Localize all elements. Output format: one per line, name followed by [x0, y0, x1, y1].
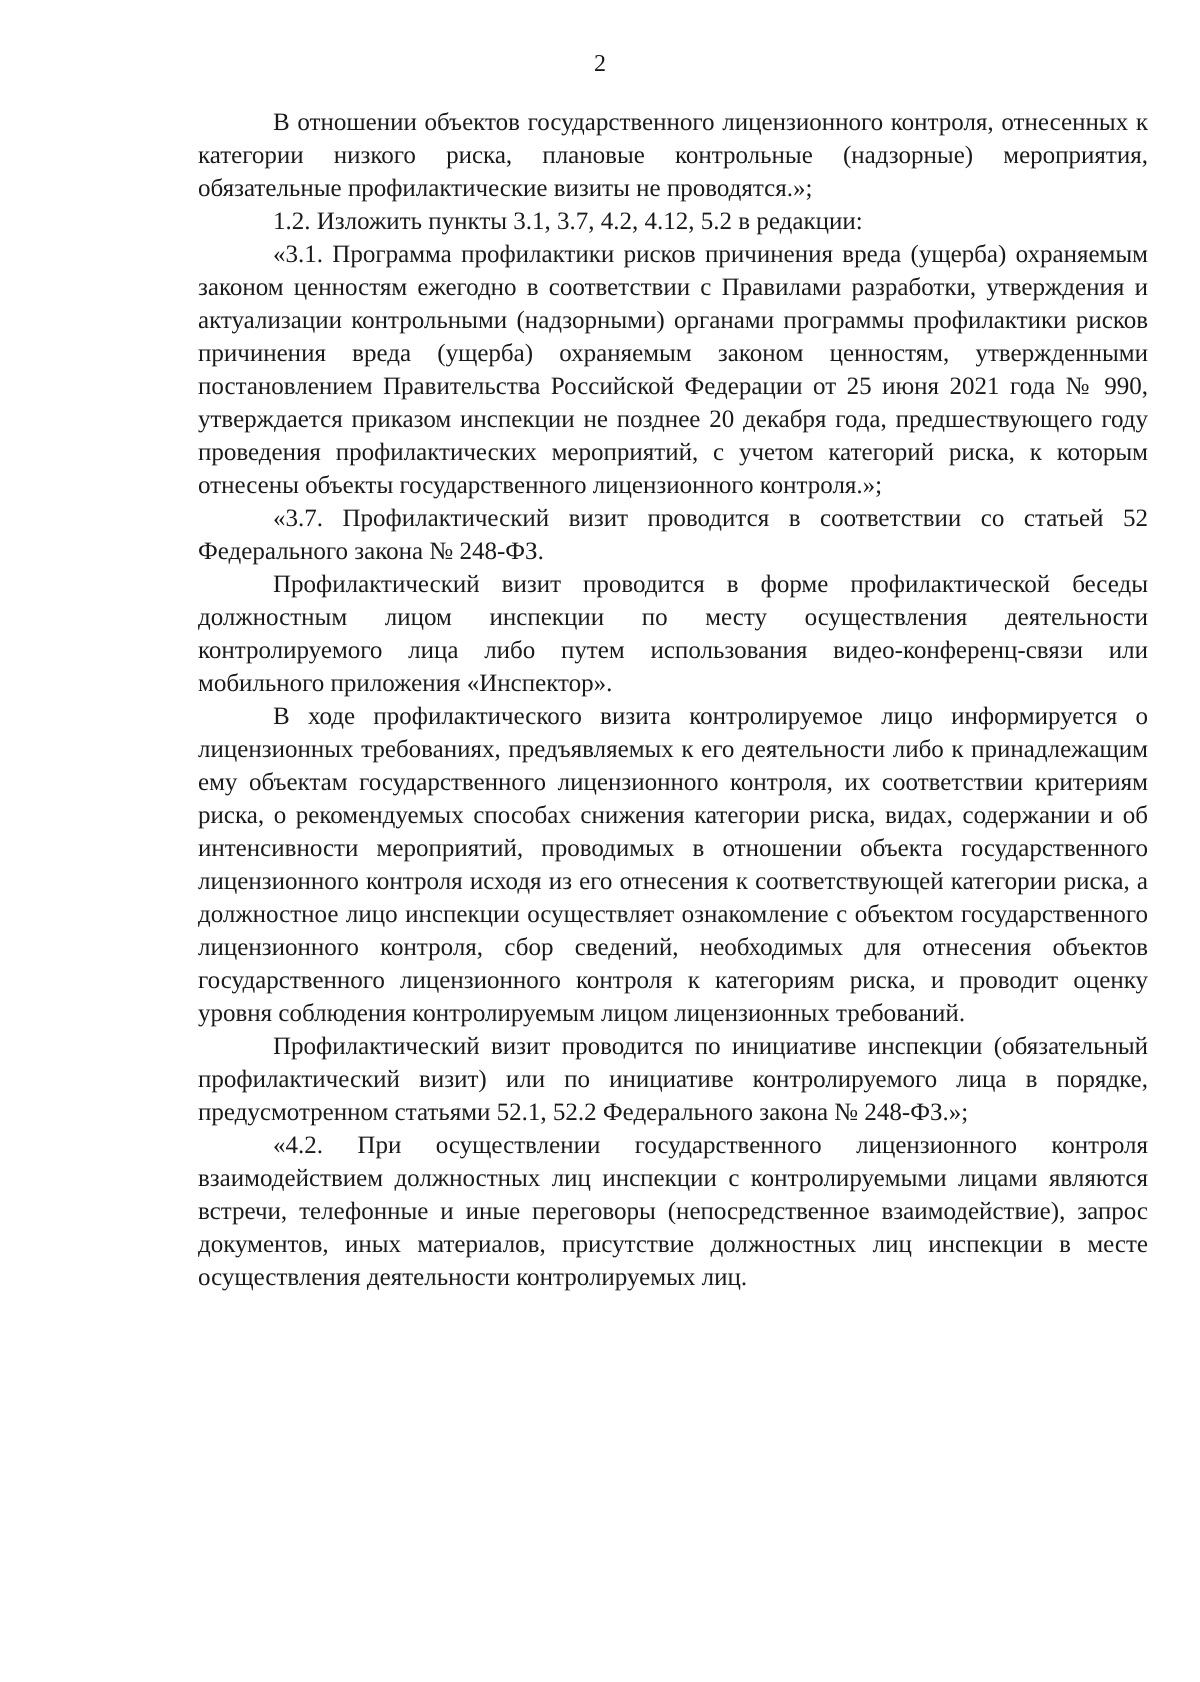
- paragraph-visit-form: Профилактический визит проводится в форме профилактической беседы должностным лицом инспекции по месту осуществления деятельности контролируемого лица либо путем использования видео-конференц-связи или мобильного приложения «Инспектор».: [198, 571, 1148, 697]
- paragraph-visit-initiative: Профилактический визит проводится по инициативе инспекции (обязательный профилактический визит) или по инициативе контролируемого лица в порядке, предусмотренном статьями 52.1, 52.2 Федерального закона № 248-ФЗ.»;: [198, 1033, 1148, 1126]
- paragraph-amendment-1-2: 1.2. Изложить пункты 3.1, 3.7, 4.2, 4.12, 5.2 в редакции:: [273, 208, 863, 235]
- paragraph-visit-content: В ходе профилактического визита контролируемое лицо информируется о лицензионных требованиях, предъявляемых к его деятельности либо к принадлежащим ему объектам государственного лицензионного контроля, их соответствии критериям риска, о рекомендуемых способах снижения категории риска, видах, содержании и об интенсивности мероприятий, проводимых в отношении объекта государственного лицензионного контроля исходя из его отнесения к соответствующей категории риска, а должностное лицо инспекции осуществляет ознакомление с объектом государственного лицензионного контроля, сбор сведений, необходимых для отнесения объектов государственного лицензионного контроля к категориям риска, и проводит оценку уровня соблюдения контролируемым лицом лицензионных требований.: [198, 703, 1148, 1027]
- paragraph-item-3-7: «3.7. Профилактический визит проводится в соответствии со статьей 52 Федерального закона № 248-ФЗ.: [198, 505, 1148, 565]
- paragraph-item-4-2: «4.2. При осуществлении государственного лицензионного контроля взаимодействием должностных лиц инспекции с контролируемыми лицами являются встречи, телефонные и иные переговоры (непосредственное взаимодействие), запрос документов, иных материалов, присутствие должностных лиц инспекции в месте осуществления деятельности контролируемых лиц.: [198, 1132, 1148, 1291]
- document-body: [198, 106, 1148, 1294]
- page-number: 2: [594, 51, 606, 77]
- paragraph-low-risk-objects: В отношении объектов государственного лицензионного контроля, отнесенных к категории низкого риска, плановые контрольные (надзорные) мероприятия, обязательные профилактические визиты не проводятся.»;: [198, 109, 1148, 202]
- paragraph-item-3-1: «3.1. Программа профилактики рисков причинения вреда (ущерба) охраняемым законом ценностям ежегодно в соответствии с Правилами разработки, утверждения и актуализации контрольными (надзорными) органами программы профилактики рисков причинения вреда (ущерба) охраняемым законом ценностям, утвержденными постановлением Правительства Российской Федерации от 25 июня 2021 года № 990, утверждается приказом инспекции не позднее 20 декабря года, предшествующего году проведения профилактических мероприятий, с учетом категорий риска, к которым отнесены объекты государственного лицензионного контроля.»;: [198, 241, 1148, 499]
